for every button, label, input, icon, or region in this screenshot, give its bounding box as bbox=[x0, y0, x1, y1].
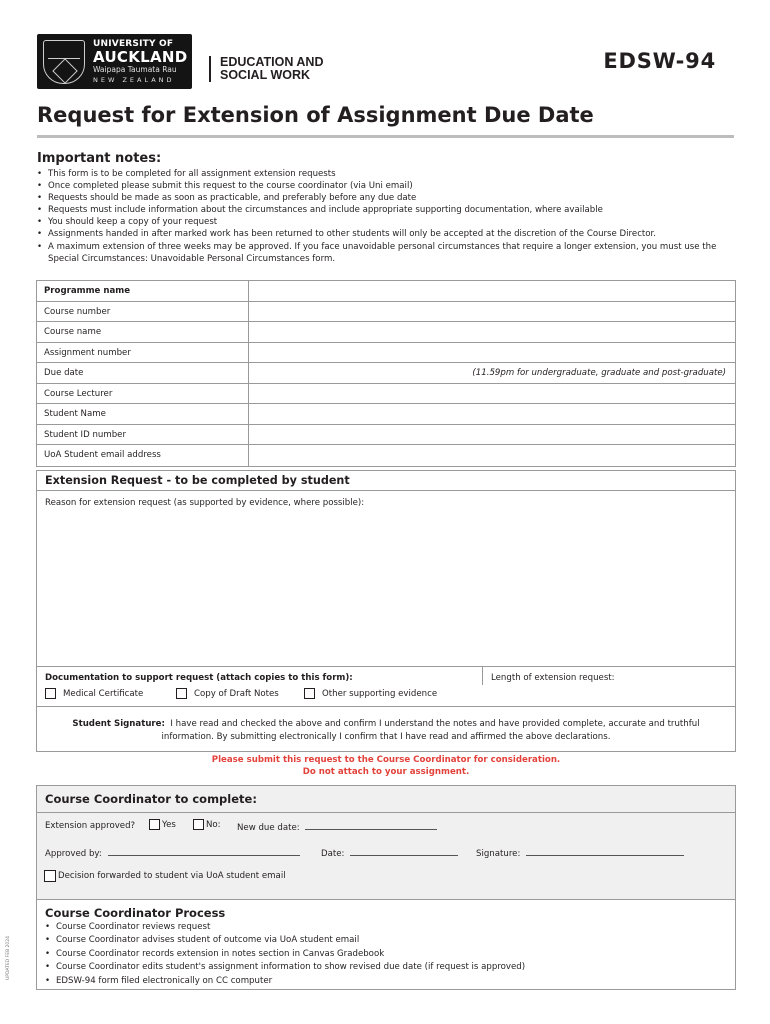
process-item: • EDSW-94 form filed electronically on CC computer bbox=[45, 975, 525, 988]
documentation-label: Documentation to support request (attach copies to this form): bbox=[45, 673, 353, 683]
reason-label: Reason for extension request (as supported by evidence, where possible): bbox=[45, 498, 365, 508]
student-email-label: UoA Student email address bbox=[37, 445, 249, 466]
coordinator-signature-field[interactable] bbox=[526, 847, 684, 856]
checkbox-icon bbox=[45, 688, 56, 699]
programme-name-field[interactable] bbox=[249, 281, 735, 301]
signature-text-2: information. By submitting electronically I confirm that I have read and affirmed the above declarations. bbox=[161, 732, 611, 742]
note-item: • Requests should be made as soon as practicable, and preferably before any due date bbox=[37, 192, 749, 204]
decision-forwarded-checkbox[interactable] bbox=[44, 870, 286, 882]
note-item: • This form is to be completed for all assignment extension requests bbox=[37, 168, 749, 180]
student-name-field[interactable] bbox=[249, 404, 735, 424]
note-item: • Requests must include information about the circumstances and include appropriate supporting documentation, where available bbox=[37, 204, 749, 216]
logo-line-3: Waipapa Taumata Rau bbox=[93, 65, 177, 74]
process-item: • Course Coordinator reviews request bbox=[45, 921, 525, 934]
approved-no-checkbox[interactable] bbox=[193, 819, 221, 830]
student-id-label: Student ID number bbox=[37, 425, 249, 445]
new-due-date-row bbox=[237, 821, 437, 833]
details-table bbox=[36, 280, 736, 467]
revision-code: UPDATED FEB 2024 bbox=[6, 935, 11, 980]
checkbox-icon bbox=[193, 819, 204, 830]
submit-note-line-1: Please submit this request to the Course Coordinator for consideration. bbox=[211, 755, 561, 765]
draft-notes-checkbox[interactable] bbox=[176, 688, 279, 699]
new-due-date-label: New due date: bbox=[237, 823, 300, 833]
course-number-field[interactable] bbox=[249, 302, 735, 322]
approved-by-row bbox=[45, 847, 300, 859]
table-row bbox=[37, 384, 735, 405]
table-row bbox=[37, 281, 735, 302]
table-row bbox=[37, 322, 735, 343]
note-item: • Once completed please submit this request to the course coordinator (via Uni email) bbox=[37, 180, 749, 192]
approved-yes-checkbox[interactable] bbox=[149, 819, 176, 830]
decision-forwarded-label: Decision forwarded to student via UoA student email bbox=[58, 871, 286, 881]
logo-line-2: AUCKLAND bbox=[93, 48, 188, 66]
documentation-row bbox=[37, 666, 735, 706]
course-number-label: Course number bbox=[37, 302, 249, 322]
checkbox-label: Medical Certificate bbox=[63, 688, 144, 699]
student-id-field[interactable] bbox=[249, 425, 735, 445]
student-name-label: Student Name bbox=[37, 404, 249, 424]
approved-by-label: Approved by: bbox=[45, 849, 102, 859]
extension-approved-label: Extension approved? bbox=[45, 821, 136, 831]
assignment-number-field[interactable] bbox=[249, 343, 735, 363]
due-date-field[interactable] bbox=[249, 363, 735, 383]
signature-line-1 bbox=[37, 718, 735, 731]
medical-certificate-checkbox[interactable] bbox=[45, 688, 143, 699]
logo-line-1: UNIVERSITY OF bbox=[93, 39, 174, 49]
coordinator-section bbox=[36, 785, 736, 900]
date-field[interactable] bbox=[350, 847, 458, 856]
extension-length-label: Length of extension request: bbox=[491, 673, 615, 683]
coordinator-heading: Course Coordinator to complete: bbox=[45, 792, 257, 806]
course-lecturer-field[interactable] bbox=[249, 384, 735, 404]
crest-icon bbox=[43, 40, 85, 84]
process-list bbox=[45, 921, 525, 988]
date-label: Date: bbox=[321, 849, 345, 859]
programme-name-label: Programme name bbox=[37, 281, 249, 301]
table-row bbox=[37, 445, 735, 466]
notes-heading: Important notes: bbox=[37, 151, 162, 166]
date-row bbox=[321, 847, 458, 859]
process-section bbox=[36, 900, 736, 990]
checkbox-icon bbox=[304, 688, 315, 699]
signature-label: Student Signature: bbox=[72, 719, 165, 729]
checkbox-label: Copy of Draft Notes bbox=[194, 688, 279, 699]
signature-row bbox=[476, 847, 684, 859]
course-name-field[interactable] bbox=[249, 322, 735, 342]
coordinator-divider bbox=[37, 812, 735, 813]
checkbox-icon bbox=[176, 688, 187, 699]
faculty-name bbox=[209, 56, 323, 82]
course-name-label: Course name bbox=[37, 322, 249, 342]
due-date-label: Due date bbox=[37, 363, 249, 383]
notes-list bbox=[37, 168, 749, 265]
course-lecturer-label: Course Lecturer bbox=[37, 384, 249, 404]
signature-text-1: I have read and checked the above and confirm I understand the notes and have provided complete, accurate and truthful bbox=[170, 719, 700, 729]
note-item: • Assignments handed in after marked work has been returned to other students will only be accepted at the discretion of the Course Director. bbox=[37, 228, 749, 240]
faculty-line-1: EDUCATION AND bbox=[220, 55, 324, 69]
yes-label: Yes bbox=[162, 819, 176, 830]
new-due-date-field[interactable] bbox=[305, 821, 437, 830]
extension-box bbox=[36, 470, 736, 752]
other-evidence-checkbox[interactable] bbox=[304, 688, 437, 699]
assignment-number-label: Assignment number bbox=[37, 343, 249, 363]
process-item: • Course Coordinator records extension in notes section in Canvas Gradebook bbox=[45, 948, 525, 961]
note-item: • A maximum extension of three weeks may be approved. If you face unavoidable personal circumstances that require a longer extension, you must use the Special Circumstances: Unavoidable Personal Circumstances form. bbox=[37, 241, 749, 265]
student-email-field[interactable] bbox=[249, 445, 735, 466]
logo-line-4: NEW ZEALAND bbox=[93, 76, 175, 84]
table-row bbox=[37, 425, 735, 446]
reason-textarea[interactable] bbox=[37, 492, 735, 666]
student-signature-row bbox=[37, 706, 735, 752]
table-row bbox=[37, 343, 735, 364]
coordinator-signature-label: Signature: bbox=[476, 849, 521, 859]
note-item: • You should keep a copy of your request bbox=[37, 216, 749, 228]
no-label: No: bbox=[206, 819, 221, 830]
form-code: EDSW-94 bbox=[603, 49, 716, 73]
documentation-divider bbox=[482, 667, 483, 685]
submit-note bbox=[36, 754, 736, 778]
process-item: • Course Coordinator edits student's assignment information to show revised due date (if request is approved) bbox=[45, 961, 525, 974]
university-logo bbox=[37, 34, 192, 89]
faculty-line-2: SOCIAL WORK bbox=[220, 68, 311, 82]
checkbox-icon bbox=[149, 819, 160, 830]
checkbox-icon bbox=[44, 870, 56, 882]
extension-heading: Extension Request - to be completed by student bbox=[37, 471, 735, 491]
approved-by-field[interactable] bbox=[108, 847, 300, 856]
table-row bbox=[37, 302, 735, 323]
title-divider bbox=[37, 135, 734, 138]
table-row bbox=[37, 404, 735, 425]
table-row bbox=[37, 363, 735, 384]
process-heading: Course Coordinator Process bbox=[45, 906, 226, 920]
checkbox-label: Other supporting evidence bbox=[322, 688, 438, 699]
process-item: • Course Coordinator advises student of outcome via UoA student email bbox=[45, 934, 525, 947]
submit-note-line-2: Do not attach to your assignment. bbox=[302, 767, 470, 777]
due-date-hint: (11.59pm for undergraduate, graduate and post-graduate) bbox=[472, 368, 726, 378]
page-title: Request for Extension of Assignment Due Date bbox=[37, 103, 594, 127]
